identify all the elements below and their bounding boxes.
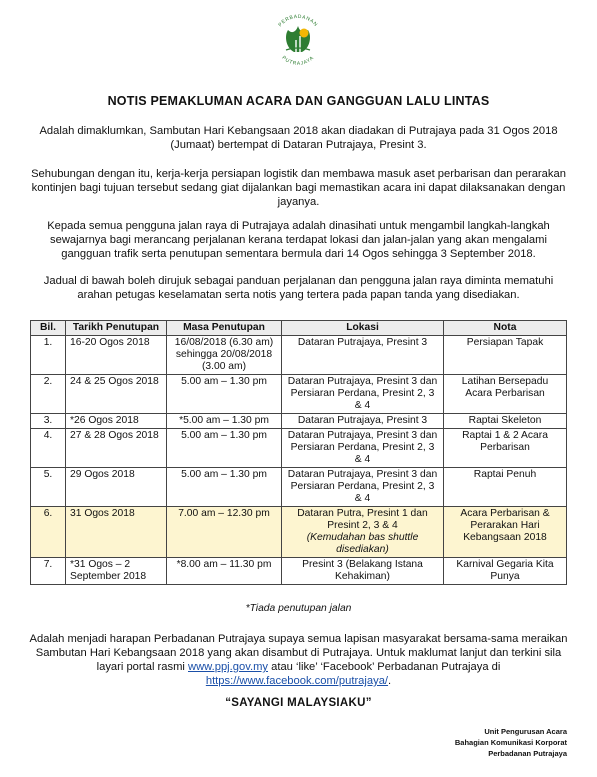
svg-text:PUTRAJAYA: PUTRAJAYA — [280, 54, 316, 67]
cell-nota: Karnival Gegaria Kita Punya — [444, 558, 567, 585]
cell-tarikh: 27 & 28 Ogos 2018 — [66, 429, 167, 468]
cell-masa: 5.00 am – 1.30 pm — [167, 429, 282, 468]
cell-lokasi: Dataran Putrajaya, Presint 3 dan Persiaran Perdana, Presint 2, 3 & 4 — [282, 375, 444, 414]
table-row — [31, 414, 567, 429]
svg-text:PERBADANAN: PERBADANAN — [277, 13, 319, 29]
cell-lokasi: Dataran Putrajaya, Presint 3 dan Persiaran Perdana, Presint 2, 3 & 4 — [282, 468, 444, 507]
cell-lokasi — [282, 507, 444, 558]
signature-organisation: Perbadanan Putrajaya — [488, 749, 567, 758]
cell-bil: 7. — [31, 558, 66, 585]
table-row — [31, 336, 567, 375]
paragraph-preparation: Sehubungan dengan itu, kerja-kerja persiapan logistik dan membawa masuk aset perbarisan dan perarakan kontinjen bagi tujuan tersebut sedang giat dijalankan bagi memastikan acara ini dapat dilaksanakan dengan jayanya. — [31, 168, 566, 208]
notice-title: NOTIS PEMAKLUMAN ACARA DAN GANGGUAN LALU LINTAS — [107, 94, 490, 108]
perbadanan-putrajaya-logo — [266, 6, 330, 70]
cell-masa: 5.00 am – 1.30 pm — [167, 468, 282, 507]
table-footnote: *Tiada penutupan jalan — [245, 603, 352, 614]
header-tarikh: Tarikh Penutupan — [66, 321, 167, 336]
table-row — [31, 468, 567, 507]
paragraph-advice: Kepada semua pengguna jalan raya di Putrajaya adalah dinasihati untuk mengambil langkah-langkah sewajarnya bagi merancang perjalanan kerana terdapat lokasi dan jalan-jalan yang akan mengalami gangguan trafik serta penutupan sementara bermula dari 14 Ogos sehingga 3 September 2018. — [47, 220, 550, 260]
table-row-highlighted — [31, 507, 567, 558]
cell-bil: 6. — [31, 507, 66, 558]
cell-bil: 3. — [31, 414, 66, 429]
cell-tarikh: *26 Ogos 2018 — [66, 414, 167, 429]
cell-masa: *5.00 am – 1.30 pm — [167, 414, 282, 429]
shuttle-note: (Kemudahan bas shuttle disediakan) — [306, 532, 419, 555]
cell-lokasi: Presint 3 (Belakang Istana Kehakiman) — [282, 558, 444, 585]
cell-tarikh: 24 & 25 Ogos 2018 — [66, 375, 167, 414]
cell-tarikh: 29 Ogos 2018 — [66, 468, 167, 507]
cell-nota: Raptai 1 & 2 Acara Perbarisan — [444, 429, 567, 468]
paragraph-schedule-intro: Jadual di bawah boleh dirujuk sebagai panduan perjalanan dan pengguna jalan raya diminta mematuhi arahan petugas keselamatan serta notis yang tertera pada papan tanda yang disediakan. — [43, 275, 554, 301]
table-header-row — [31, 321, 567, 336]
cell-masa: 7.00 am – 12.30 pm — [167, 507, 282, 558]
cell-nota: Raptai Skeleton — [444, 414, 567, 429]
cell-nota: Persiapan Tapak — [444, 336, 567, 375]
slogan: “SAYANGI MALAYSIAKU” — [225, 697, 372, 709]
perbadanan-putrajaya-emblem-icon — [266, 6, 330, 70]
signature-unit: Unit Pengurusan Acara — [484, 727, 567, 736]
cell-tarikh: 16-20 Ogos 2018 — [66, 336, 167, 375]
cell-bil: 4. — [31, 429, 66, 468]
cell-bil: 2. — [31, 375, 66, 414]
signature-block — [455, 726, 567, 759]
closing-text-2: atau ‘like’ ‘Facebook’ Perbadanan Putrajaya di — [268, 661, 501, 673]
table-row — [31, 375, 567, 414]
portal-link[interactable]: www.ppj.gov.my — [188, 661, 268, 673]
table-row — [31, 558, 567, 585]
cell-lokasi: Dataran Putrajaya, Presint 3 dan Persiaran Perdana, Presint 2, 3 & 4 — [282, 429, 444, 468]
cell-nota: Acara Perbarisan & Perarakan Hari Kebangsaan 2018 — [444, 507, 567, 558]
header-bil: Bil. — [31, 321, 66, 336]
signature-division: Bahagian Komunikasi Korporat — [454, 738, 567, 747]
cell-tarikh: 31 Ogos 2018 — [66, 507, 167, 558]
facebook-link[interactable]: https://www.facebook.com/putrajaya/ — [205, 675, 389, 687]
paragraph-closing — [26, 632, 571, 688]
header-nota: Nota — [444, 321, 567, 336]
cell-lokasi: Dataran Putrajaya, Presint 3 — [282, 336, 444, 375]
cell-tarikh: *31 Ogos – 2 September 2018 — [66, 558, 167, 585]
closing-text-1: Adalah menjadi harapan Perbadanan Putrajaya supaya semua lapisan masyarakat bersama-sama meraikan Sambutan Hari Kebangsaan 2018 yang akan disambut di Putrajaya. Untuk maklumat lanjut dan terkini sila layari portal rasmi — [29, 633, 568, 673]
cell-bil: 1. — [31, 336, 66, 375]
table-row — [31, 429, 567, 468]
closure-schedule-table — [30, 320, 567, 585]
cell-lokasi: Dataran Putrajaya, Presint 3 — [282, 414, 444, 429]
cell-lokasi-text: Dataran Putra, Presint 1 dan Presint 2, 3 & 4 — [297, 508, 428, 531]
header-masa: Masa Penutupan — [167, 321, 282, 336]
header-lokasi: Lokasi — [282, 321, 444, 336]
cell-nota: Latihan Bersepadu Acara Perbarisan — [444, 375, 567, 414]
cell-masa: 16/08/2018 (6.30 am) sehingga 20/08/2018 (3.00 am) — [167, 336, 282, 375]
closing-text-3: . — [388, 675, 392, 687]
cell-bil: 5. — [31, 468, 66, 507]
cell-masa: 5.00 am – 1.30 pm — [167, 375, 282, 414]
cell-masa: *8.00 am – 11.30 pm — [167, 558, 282, 585]
paragraph-announcement: Adalah dimaklumkan, Sambutan Hari Kebangsaan 2018 akan diadakan di Putrajaya pada 31 Ogos 2018 (Jumaat) bertempat di Dataran Putrajaya, Presint 3. — [39, 125, 558, 151]
cell-nota: Raptai Penuh — [444, 468, 567, 507]
